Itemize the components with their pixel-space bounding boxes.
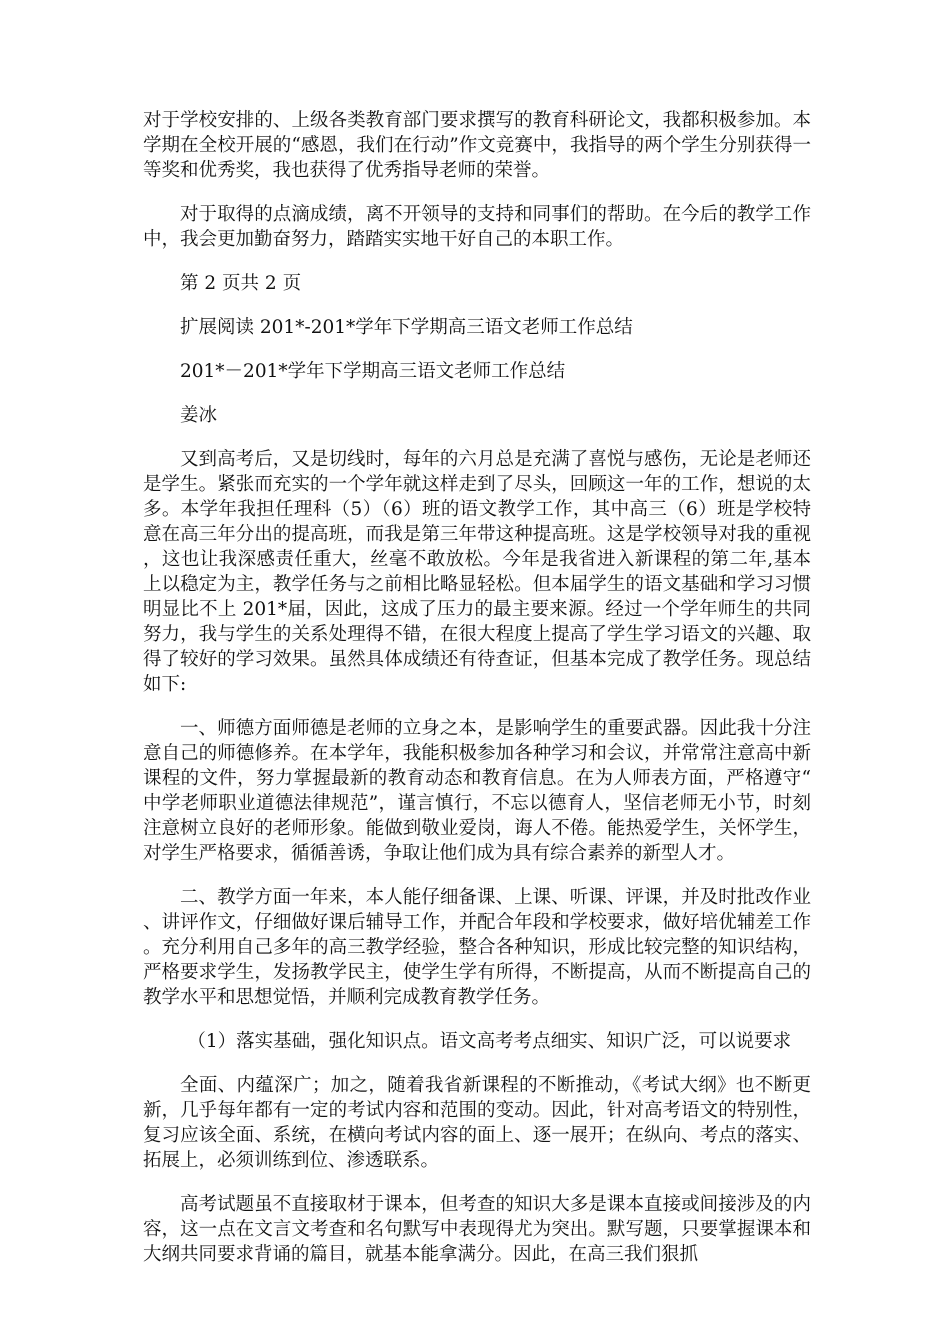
paragraph-1: 对于学校安排的、上级各类教育部门要求撰写的教育科研论文，我都积极参加。本学期在全校开展的“感恩，我们在行动”作文竞赛中，我指导的两个学生分别获得一等奖和优秀奖，我也获得了优秀指导老师的荣誉。	[143, 110, 811, 181]
paragraph-point-1-cont: 全面、内蕴深广；加之，随着我省新课程的不断推动，《考试大纲》也不断更新，几乎每年都有一定的考试内容和范围的变动。因此，针对高考语文的特别性，复习应该全面、系统，在横向考试内容的面上、逐一展开；在纵向、考点的落实、拓展上，必须训练到位、渗透联系。	[143, 1075, 811, 1171]
paragraph-intro: 又到高考后，又是切线时，每年的六月总是充满了喜悦与感伤，无论是老师还是学生。紧张而充实的一个学年就这样走到了尽头，回顾这一年的工作，想说的太多。本学年我担任理科（5）（6）班的语文教学工作，其中高三（6）班是学校特意在高三年分出的提高班，而我是第三年带这种提高班。这是学校领导对我的重视，这也让我深感责任重大，丝毫不敢放松。今年是我省进入新课程的第二年,基本上以稳定为主，教学任务与之前相比略显轻松。但本届学生的语文基础和学习习惯明显比不上 201*届，因此，这成了压力的最主要来源。经过一个学年师生的共同努力，我与学生的关系处理得不错，在很大程度上提高了学生学习语文的兴趣、取得了较好的学习效果。虽然具体成绩还有待查证，但基本完成了教学任务。现总结如下:	[143, 449, 811, 695]
paragraph-teaching: 二、教学方面一年来，本人能仔细备课、上课、听课、评课，并及时批改作业、讲评作文，仔细做好课后辅导工作，并配合年段和学校要求，做好培优辅差工作。充分利用自己多年的高三教学经验，整合各种知识，形成比较完整的知识结构，严格要求学生，发扬教学民主，使学生学有所得，不断提高，从而不断提高自己的教学水平和思想觉悟，并顺利完成教育教学任务。	[143, 887, 811, 1008]
article-title: 201*－201*学年下学期高三语文老师工作总结	[180, 361, 566, 382]
extended-reading-heading: 扩展阅读 201*-201*学年下学期高三语文老师工作总结	[180, 317, 633, 338]
paragraph-ethics: 一、师德方面师德是老师的立身之本，是影响学生的重要武器。因此我十分注意自己的师德修养。在本学年，我能积极参加各种学习和会议，并常常注意高中新课程的文件，努力掌握最新的教育动态和教育信息。在为人师表方面，严格遵守“中学老师职业道德法律规范”，谨言慎行，不忘以德育人，坚信老师无小节，时刻注意树立良好的老师形象。能做到敬业爱岗，诲人不倦。能热爱学生，关怀学生，对学生严格要求，循循善诱，争取让他们成为具有综合素养的新型人才。	[143, 718, 811, 864]
paragraph-2: 对于取得的点滴成绩，离不开领导的支持和同事们的帮助。在今后的教学工作中，我会更加勤奋努力，踏踏实实地干好自己的本职工作。	[143, 204, 811, 250]
page-number-footer: 第 2 页共 2 页	[180, 273, 302, 294]
document-page	[143, 108, 811, 1286]
paragraph-exam: 高考试题虽不直接取材于课本，但考查的知识大多是课本直接或间接涉及的内容，这一点在文言文考查和名句默写中表现得尤为突出。默写题，只要掌握课本和大纲共同要求背诵的篇目，就基本能拿满分。因此，在高三我们狠抓	[143, 1194, 811, 1265]
author-name: 姜冰	[180, 405, 218, 426]
paragraph-point-1: （1）落实基础，强化知识点。语文高考考点细实、知识广泛，可以说要求	[187, 1031, 792, 1052]
